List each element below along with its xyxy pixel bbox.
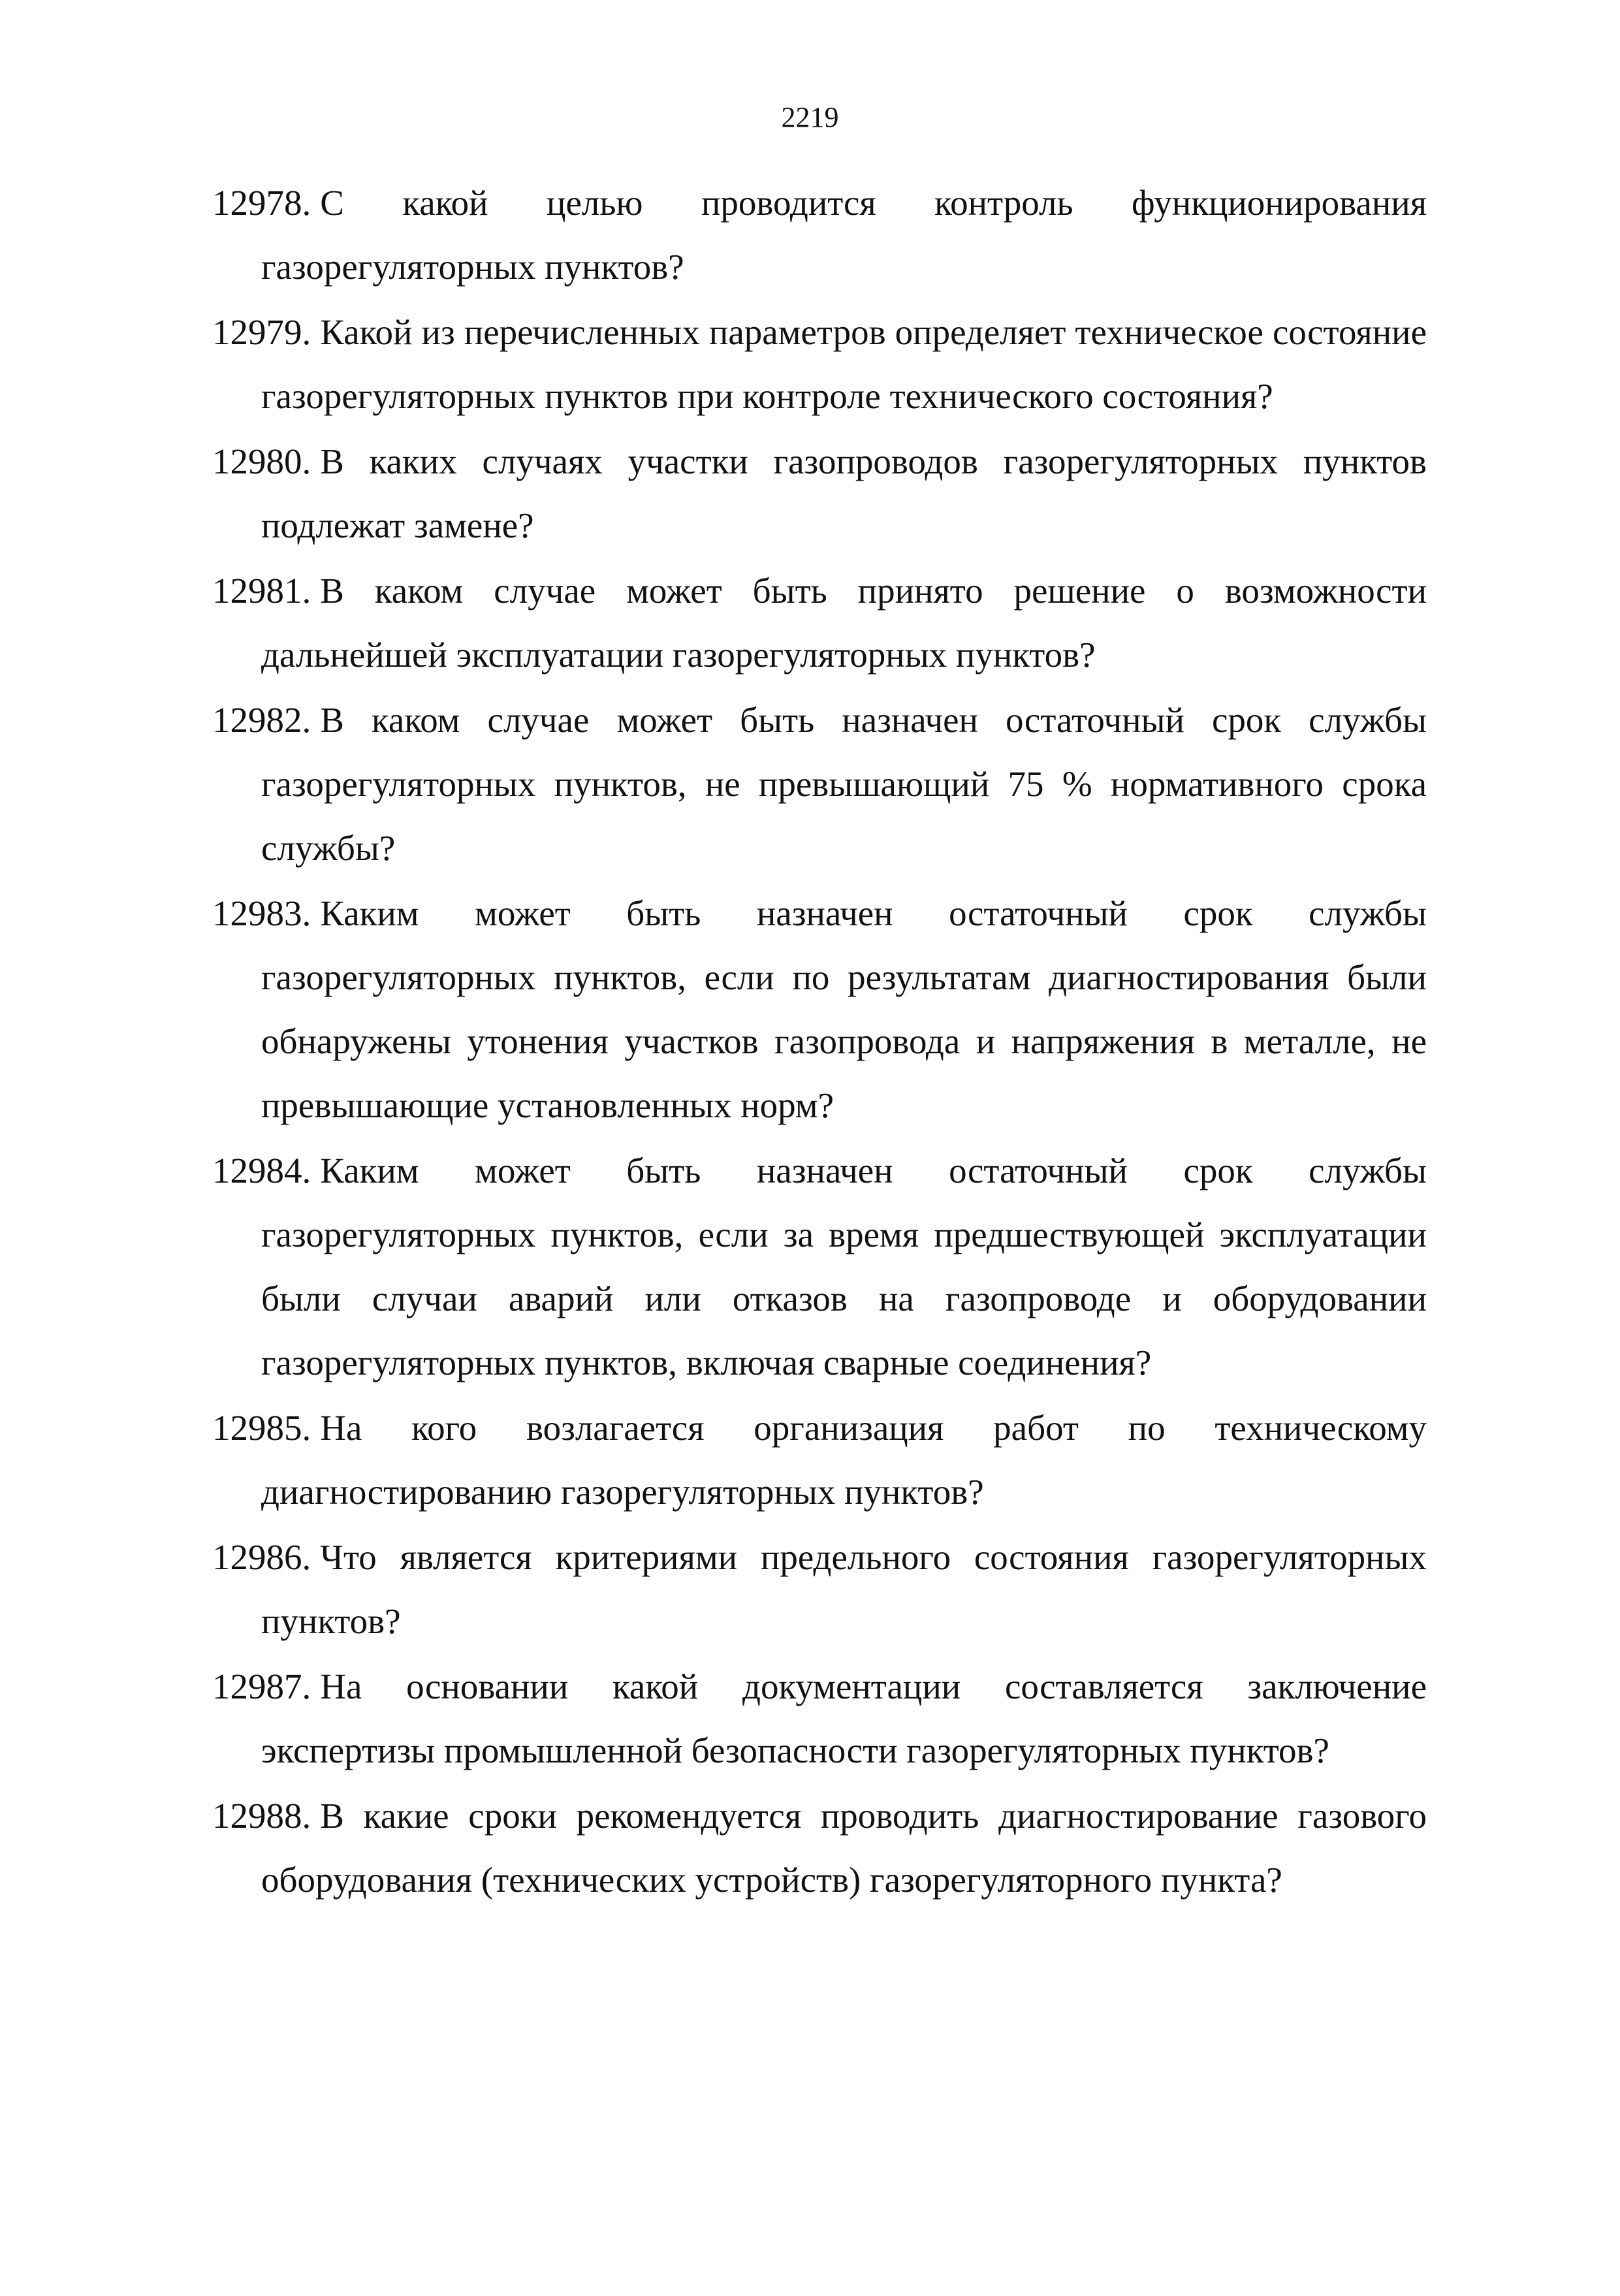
question-item (212, 300, 1427, 428)
question-item (212, 882, 1427, 1138)
question-text: На кого возлагается организация работ по техническому диагностированию газорегуляторных пунктов? (261, 1408, 1427, 1512)
page-number: 2219 (781, 101, 839, 133)
question-item (212, 430, 1427, 558)
question-list (212, 171, 1427, 1913)
question-number: 12979. (212, 312, 311, 352)
question-item (212, 688, 1427, 880)
question-number: 12985. (212, 1408, 311, 1448)
question-text: В каких случаях участки газопроводов газорегуляторных пунктов подлежат замене? (261, 441, 1427, 545)
question-item (212, 171, 1427, 299)
question-number: 12988. (212, 1796, 311, 1836)
question-item (212, 1139, 1427, 1395)
question-text: Каким может быть назначен остаточный срок службы газорегуляторных пунктов, если за время предшествующей эксплуатации были случаи аварий или отказов на газопроводе и оборудовании газорегуляторных пунктов, включая сварные соединения? (261, 1151, 1427, 1382)
question-number: 12986. (212, 1537, 311, 1577)
question-number: 12982. (212, 700, 311, 740)
question-number: 12983. (212, 893, 311, 933)
question-text: Какой из перечисленных параметров определяет техническое состояние газорегуляторных пунктов при контроле технического состояния? (261, 312, 1427, 416)
question-text: На основании какой документации составляется заключение экспертизы промышленной безопасности газорегуляторных пунктов? (261, 1666, 1427, 1770)
question-item (212, 559, 1427, 687)
question-item (212, 1396, 1427, 1524)
question-text: В каком случае может быть принято решение о возможности дальнейшей эксплуатации газорегуляторных пунктов? (261, 571, 1427, 675)
question-number: 12978. (212, 183, 311, 223)
question-number: 12981. (212, 571, 311, 611)
question-number: 12984. (212, 1151, 311, 1190)
question-text: В какие сроки рекомендуется проводить диагностирование газового оборудования (технических устройств) газорегуляторного пункта? (261, 1796, 1427, 1900)
question-text: В каком случае может быть назначен остаточный срок службы газорегуляторных пунктов, не превышающий 75 % нормативного срока службы? (261, 700, 1427, 868)
question-text: Что является критериями предельного состояния газорегуляторных пунктов? (261, 1537, 1427, 1641)
question-number: 12987. (212, 1666, 311, 1706)
question-number: 12980. (212, 441, 311, 481)
question-item (212, 1784, 1427, 1912)
question-item (212, 1655, 1427, 1783)
question-text: Каким может быть назначен остаточный срок службы газорегуляторных пунктов, если по результатам диагностирования были обнаружены утонения участков газопровода и напряжения в металле, не превышающие установленных норм? (261, 893, 1427, 1125)
question-item (212, 1525, 1427, 1653)
question-text: С какой целью проводится контроль функционирования газорегуляторных пунктов? (261, 183, 1427, 287)
